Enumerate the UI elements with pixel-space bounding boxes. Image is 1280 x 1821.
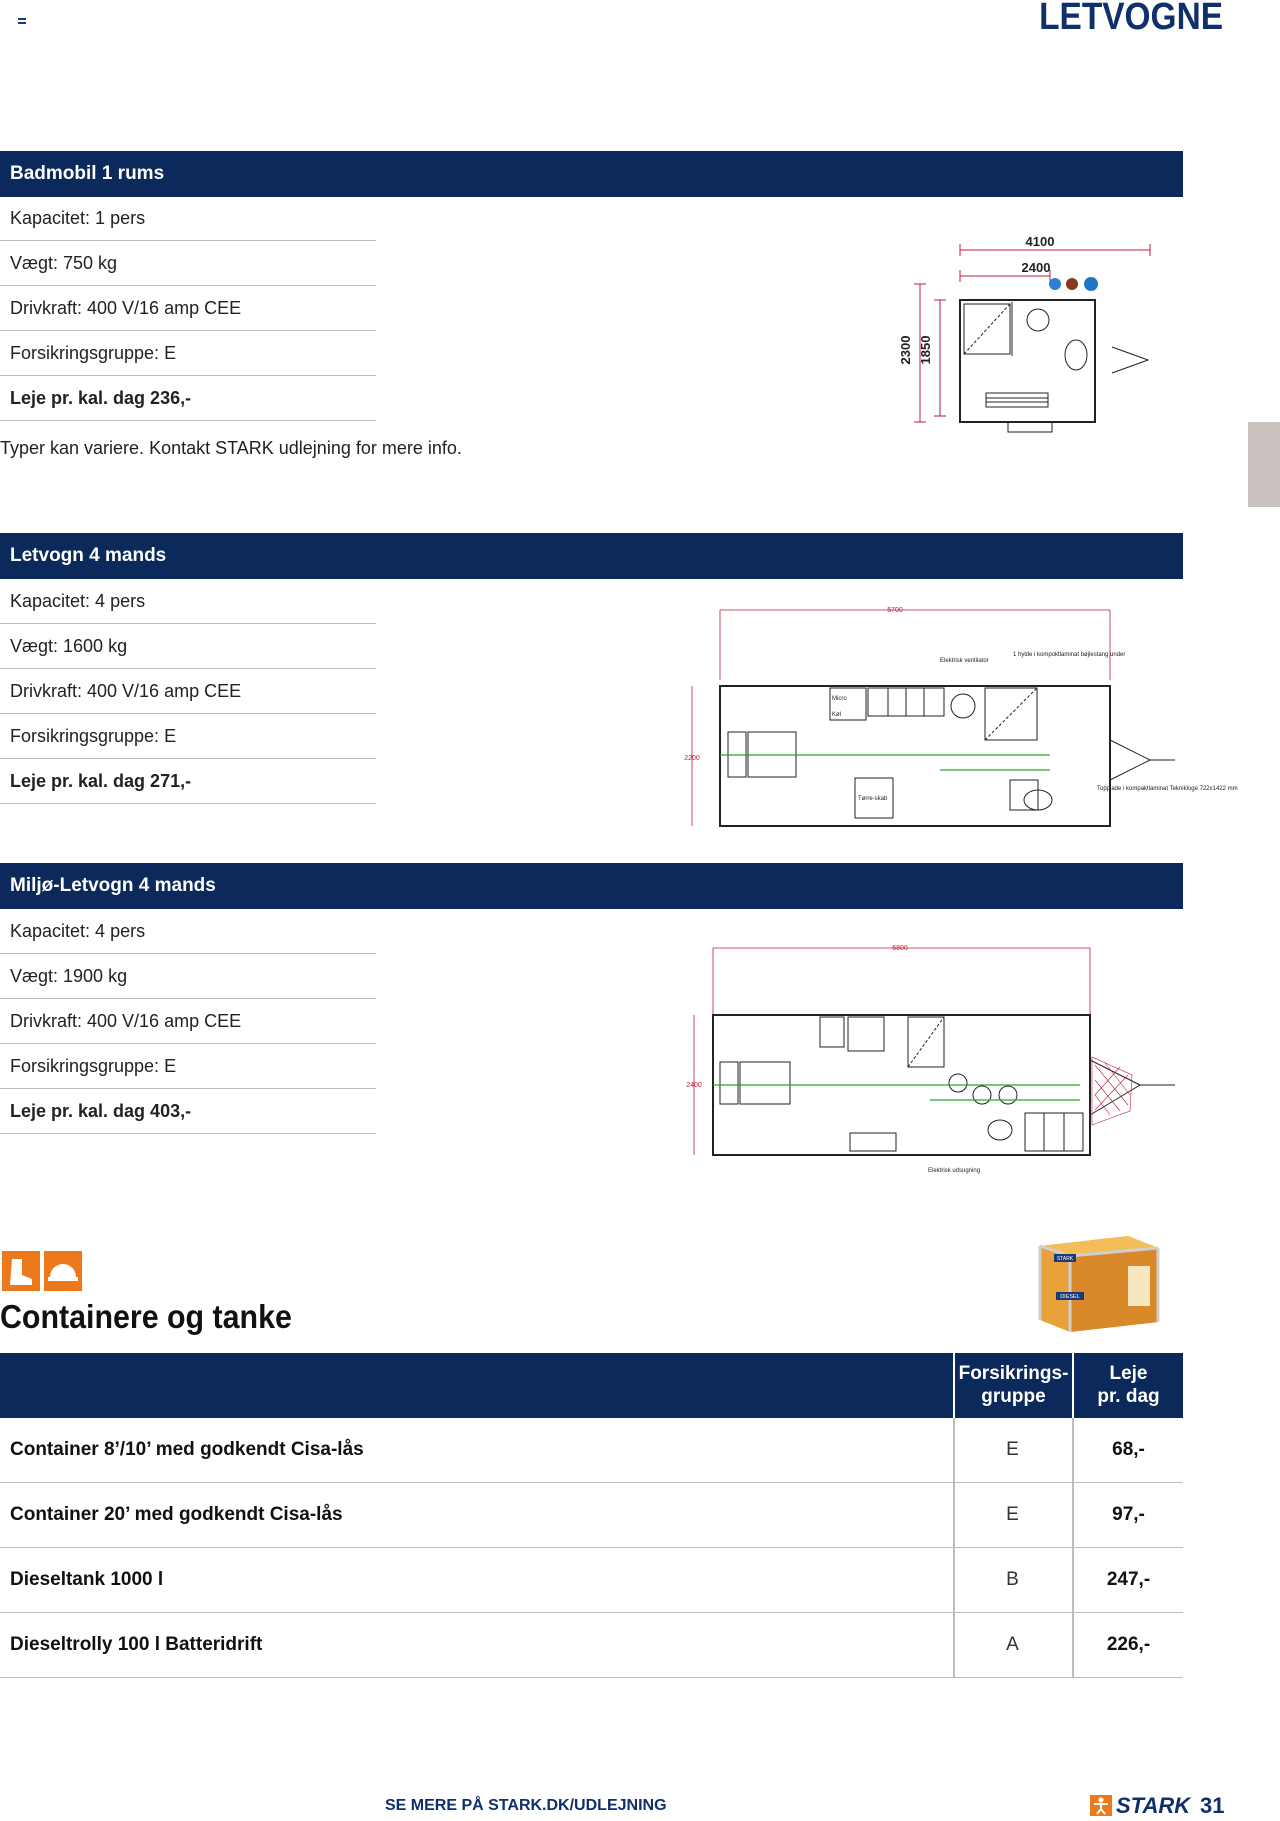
floor-plan-miljo-letvogn (680, 935, 1180, 1180)
col-header-group: Forsikrings- gruppe (958, 1363, 1069, 1407)
stark-logo-icon (1090, 1795, 1112, 1816)
table-row (0, 1548, 1183, 1613)
spec-capacity: Kapacitet: 4 pers (0, 909, 376, 954)
corner-mark-icon (18, 18, 26, 26)
row-group: E (1006, 1504, 1019, 1525)
spec-list-letvogn (0, 579, 376, 804)
containers-table-header (0, 1353, 1183, 1418)
row-name: Container 20’ med godkendt Cisa-lås (10, 1504, 343, 1525)
waste-icon (1066, 278, 1078, 290)
table-row (0, 1483, 1183, 1548)
page-number: 31 (1200, 1793, 1225, 1818)
spec-weight: Vægt: 1600 kg (0, 624, 376, 669)
spec-power: Drivkraft: 400 V/16 amp CEE (0, 999, 376, 1044)
page-title: LETVOGNE (1039, 0, 1223, 38)
label-micro: Micro (832, 696, 847, 702)
row-price: 97,- (1112, 1504, 1145, 1525)
dim-inner-height: 1850 (918, 335, 933, 365)
dim-length: 5700 (887, 607, 903, 614)
footer-brand: STARK (1116, 1793, 1191, 1818)
spec-capacity: Kapacitet: 1 pers (0, 196, 376, 241)
footer-link[interactable]: SE MERE PÅ STARK.DK/UDLEJNING (385, 1797, 667, 1814)
floor-plan-letvogn (680, 600, 1238, 835)
row-group: A (1006, 1634, 1019, 1655)
spec-list-miljo-letvogn (0, 909, 376, 1134)
spec-price: Leje pr. kal. dag 403,- (0, 1089, 376, 1134)
col-header-price: Leje pr. dag (1097, 1363, 1160, 1407)
dim-outer-width: 4100 (1025, 234, 1055, 249)
floor-plan-badmobil (880, 230, 1170, 440)
label-dryer: Tørre-skab (858, 796, 888, 802)
row-price: 226,- (1106, 1634, 1151, 1655)
spec-list-badmobil (0, 196, 376, 421)
row-name: Container 8’/10’ med godkendt Cisa-lås (10, 1439, 364, 1460)
row-group: E (1006, 1439, 1019, 1460)
water-icon (1049, 278, 1061, 290)
dim-length: 6800 (892, 945, 908, 952)
dim-outer-height: 2300 (898, 335, 913, 365)
spec-capacity: Kapacitet: 4 pers (0, 579, 376, 624)
availability-note: Typer kan variere. Kontakt STARK udlejning for mere info. (0, 438, 462, 458)
spec-price: Leje pr. kal. dag 236,- (0, 376, 376, 421)
table-row (0, 1418, 1183, 1483)
side-tab (1248, 422, 1280, 507)
section-header-miljo-letvogn (0, 863, 1183, 909)
tank-label: DIESEL (1060, 1294, 1080, 1300)
row-name: Dieseltank 1000 l (10, 1569, 164, 1590)
spec-power: Drivkraft: 400 V/16 amp CEE (0, 286, 376, 331)
table-row (0, 1613, 1183, 1678)
row-price: 68,- (1112, 1439, 1145, 1460)
spec-insurance: Forsikringsgruppe: E (0, 714, 376, 759)
section-header-letvogn (0, 533, 1183, 579)
spec-insurance: Forsikringsgruppe: E (0, 1044, 376, 1089)
power-icon (1084, 277, 1098, 291)
label-counter: Topplade i kompaktlaminat Teknikloge 722x1422 mm (1097, 786, 1238, 792)
label-fan: Elektrisk ventilator (940, 658, 989, 664)
spec-power: Drivkraft: 400 V/16 amp CEE (0, 669, 376, 714)
spec-weight: Vægt: 1900 kg (0, 954, 376, 999)
section-title: Miljø-Letvogn 4 mands (10, 875, 216, 896)
safety-boot-icon (2, 1251, 40, 1291)
dim-inner-width: 2400 (1021, 260, 1051, 275)
row-name: Dieseltrolly 100 l Batteridrift (10, 1634, 263, 1655)
section-header-badmobil (0, 151, 1183, 197)
spec-weight: Vægt: 750 kg (0, 241, 376, 286)
dim-height: 2400 (686, 1082, 702, 1089)
spec-insurance: Forsikringsgruppe: E (0, 331, 376, 376)
ppe-icons (2, 1251, 84, 1291)
label-outlet: Elektrisk udsugning (928, 1168, 981, 1174)
label-shelf: 1 hylde i kompoktlaminat bøjlestang under (1013, 652, 1126, 658)
label-fridge: Køl (832, 712, 841, 718)
spec-price: Leje pr. kal. dag 271,- (0, 759, 376, 804)
section-title: Letvogn 4 mands (10, 545, 167, 566)
row-group: B (1006, 1569, 1019, 1590)
section-title: Badmobil 1 rums (10, 163, 165, 184)
dim-height: 2200 (684, 755, 700, 762)
tank-brand: STARK (1056, 1256, 1074, 1262)
helmet-icon (44, 1251, 82, 1291)
row-price: 247,- (1106, 1569, 1151, 1590)
diesel-tank-image (1032, 1226, 1166, 1338)
containers-heading: Containere og tanke (0, 1298, 292, 1335)
